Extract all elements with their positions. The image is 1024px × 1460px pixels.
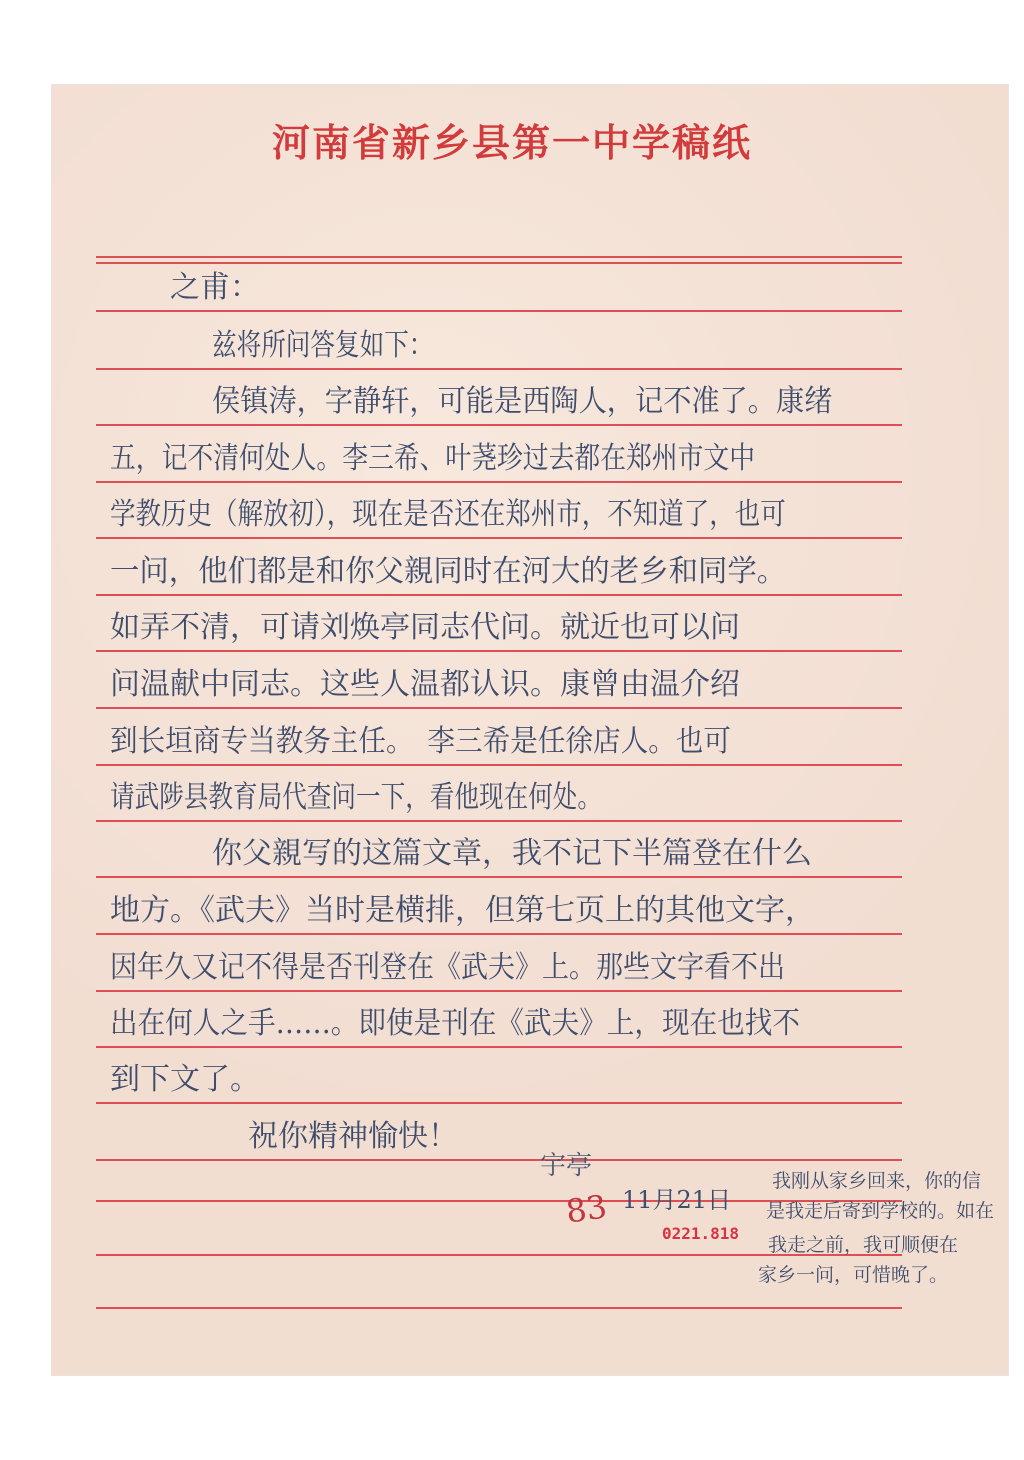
ruled-line bbox=[96, 310, 902, 312]
ruled-line bbox=[96, 1102, 902, 1104]
letter-line: 学教历史（解放初），现在是否还在郑州市，不知道了，也可 bbox=[110, 497, 786, 532]
letter-line: 地方。《武夫》当时是横排，但第七页上的其他文字， bbox=[110, 893, 815, 928]
letter-closing: 祝你精神愉快！ bbox=[248, 1119, 458, 1154]
ruled-line bbox=[96, 481, 902, 483]
letter-line: 五，记不清何处人。李三希、叶荛珍过去都在郑州市文中 bbox=[110, 441, 755, 476]
ruled-line bbox=[96, 764, 902, 766]
ruled-line bbox=[96, 820, 902, 822]
ruled-line bbox=[96, 1159, 902, 1161]
ruled-line bbox=[96, 650, 902, 652]
letter-line: 因年久又记不得是否刊登在《武夫》上。那些文字看不出 bbox=[110, 950, 785, 985]
letter-line: 如弄不清，可请刘焕亭同志代问。就近也可以问 bbox=[110, 610, 740, 645]
ruled-line bbox=[96, 262, 902, 264]
ruled-line bbox=[96, 1046, 902, 1048]
letter-line: 侯镇涛，字静轩，可能是西陶人，记不准了。康绪 bbox=[212, 384, 833, 419]
year-mark: 83 bbox=[563, 1187, 610, 1231]
letter-line: 问温献中同志。这些人温都认识。康曾由温介绍 bbox=[110, 667, 740, 702]
postscript-line: 我走之前，我可顺便在 bbox=[768, 1234, 959, 1256]
ruled-line bbox=[96, 876, 902, 878]
postscript-line: 我刚从家乡回来，你的信 bbox=[772, 1170, 982, 1192]
letter-line: 到长垣商专当教务主任。 李三希是任徐店人。也可 bbox=[110, 724, 731, 759]
ruled-line bbox=[96, 256, 902, 258]
letter-line: 兹将所问答复如下： bbox=[212, 328, 434, 363]
ruled-line bbox=[96, 368, 902, 370]
ruled-line bbox=[96, 990, 902, 992]
ruled-line bbox=[96, 424, 902, 426]
postscript-line: 家乡一问，可惜晚了。 bbox=[758, 1264, 949, 1286]
letter-date: 11月21日 bbox=[622, 1186, 732, 1214]
ruled-line bbox=[96, 1307, 902, 1309]
letter-salutation: 之甫： bbox=[170, 270, 260, 305]
ruled-line bbox=[96, 537, 902, 539]
letter-line: 请武陟县教育局代查问一下，看他现在何处。 bbox=[110, 780, 602, 815]
letter-line: 到下文了。 bbox=[110, 1062, 260, 1097]
archive-catalog-number: 0221.818 bbox=[662, 1224, 740, 1243]
postscript-line: 是我走后寄到学校的。如在 bbox=[766, 1200, 995, 1222]
sheet-header-title: 河南省新乡县第一中学稿纸 bbox=[271, 121, 752, 165]
ruled-line bbox=[96, 707, 902, 709]
ruled-line bbox=[96, 933, 902, 935]
letter-line: 出在何人之手……。即使是刊在《武夫》上，现在也找不 bbox=[110, 1006, 800, 1041]
letter-signature: 宇亭 bbox=[540, 1151, 593, 1181]
ruled-line bbox=[96, 594, 902, 596]
letter-line: 你父親写的这篇文章，我不记下半篇登在什么 bbox=[212, 836, 812, 871]
letter-line: 一问，他们都是和你父親同时在河大的老乡和同学。 bbox=[110, 554, 787, 589]
